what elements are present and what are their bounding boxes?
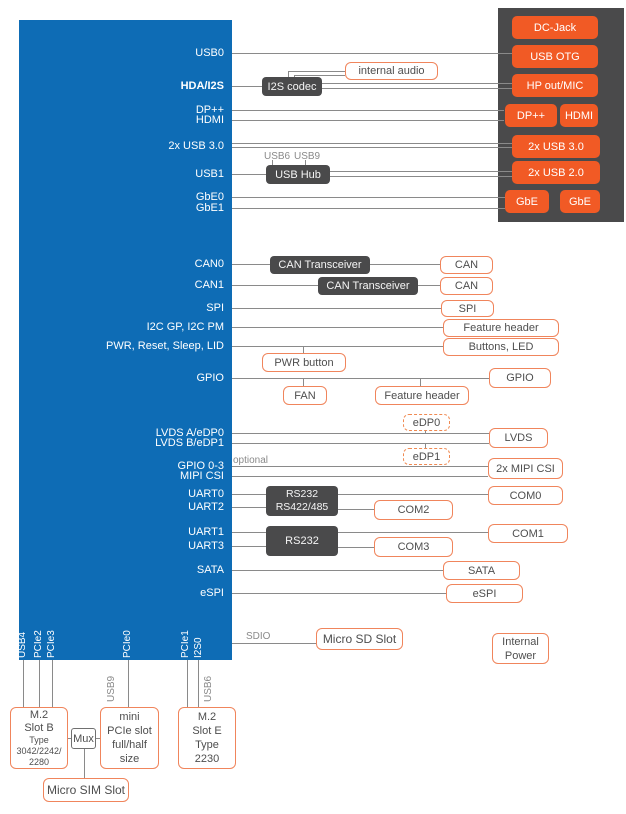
connector-line xyxy=(330,171,512,172)
minipcie-line3: full/half xyxy=(112,739,147,751)
connector-line xyxy=(232,346,443,347)
edp0-box: eDP0 xyxy=(403,414,450,431)
usb6-hub-label: USB6 xyxy=(264,151,291,162)
connector-line xyxy=(232,327,443,328)
micro-sim-slot-box: Micro SIM Slot xyxy=(43,778,129,802)
sata-box: SATA xyxy=(443,561,520,580)
feature-header-mid-box: Feature header xyxy=(375,386,469,405)
pwr-button-box: PWR button xyxy=(262,353,346,372)
internal-power-line2: Power xyxy=(504,649,537,662)
connector-line xyxy=(84,749,85,778)
port-label-mipi: MIPI CSI xyxy=(179,470,224,482)
port-label-gpio: GPIO xyxy=(196,372,224,384)
connector-line xyxy=(232,208,505,209)
minipcie-line1: mini xyxy=(119,711,140,723)
micro-sd-slot-box: Micro SD Slot xyxy=(316,628,403,650)
connector-line xyxy=(330,176,512,177)
connector-line xyxy=(232,308,441,309)
fan-box: FAN xyxy=(283,386,327,405)
connector-line xyxy=(303,378,304,386)
connector-line xyxy=(128,660,129,707)
connector-line xyxy=(39,660,40,707)
com3-box: COM3 xyxy=(374,537,453,557)
port-label-gbe0: GbE0 xyxy=(195,191,224,203)
port-label-pcie2: PCIe2 xyxy=(33,630,44,658)
usb6-bottom-label: USB6 xyxy=(203,675,214,702)
connector-line xyxy=(232,570,443,571)
port-label-dp: DP++ xyxy=(195,104,224,116)
can-transceiver-b: CAN Transceiver xyxy=(318,277,418,295)
rs422-label: RS422/485 xyxy=(275,501,329,513)
connector-line xyxy=(232,174,266,175)
port-label-usb3: 2x USB 3.0 xyxy=(168,140,224,152)
m2e-line1: M.2 xyxy=(197,711,217,723)
m2-slot-b-box xyxy=(10,707,68,769)
port-label-pcie0: PCIe0 xyxy=(122,630,133,658)
rs232-rs422-block xyxy=(266,486,338,516)
m2e-line4: 2230 xyxy=(194,753,220,765)
connector-line xyxy=(232,53,512,54)
io-hp-mic: HP out/MIC xyxy=(512,74,598,97)
port-label-usb1: USB1 xyxy=(195,168,224,180)
internal-power-box xyxy=(492,633,549,664)
m2b-line1: M.2 xyxy=(29,708,49,721)
port-label-espi: eSPI xyxy=(200,587,224,599)
port-label-pwr: PWR, Reset, Sleep, LID xyxy=(106,340,224,352)
m2e-line3: Type xyxy=(195,739,219,751)
can-a-box: CAN xyxy=(440,256,493,274)
connector-line xyxy=(420,378,421,386)
usb9-bottom-label: USB9 xyxy=(106,675,117,702)
espi-box: eSPI xyxy=(446,584,523,603)
connector-line xyxy=(52,660,53,707)
io-dp: DP++ xyxy=(505,104,557,127)
port-label-uart0: UART0 xyxy=(188,488,224,500)
optional-label: optional xyxy=(233,455,269,466)
spi-box: SPI xyxy=(441,300,494,317)
mux-box: Mux xyxy=(71,728,96,749)
connector-line xyxy=(232,264,270,265)
io-usb20: 2x USB 2.0 xyxy=(512,161,600,184)
internal-audio-box: internal audio xyxy=(345,62,438,80)
port-label-gpio03: GPIO 0-3 xyxy=(177,460,224,472)
port-label-pcie1: PCIe1 xyxy=(180,630,191,658)
connector-line xyxy=(198,660,199,707)
connector-line xyxy=(232,143,512,144)
port-label-can1: CAN1 xyxy=(194,279,224,291)
port-label-lvds-a: LVDS A/eDP0 xyxy=(155,427,224,439)
connector-line xyxy=(321,88,512,89)
port-label-sata: SATA xyxy=(196,564,224,576)
connector-line xyxy=(232,476,488,477)
minipcie-line4: size xyxy=(119,753,140,765)
io-dc-jack: DC-Jack xyxy=(512,16,598,39)
port-label-uart1: UART1 xyxy=(188,526,224,538)
port-label-spi: SPI xyxy=(206,302,224,314)
m2e-line2: Slot E xyxy=(192,725,222,737)
port-label-usb0: USB0 xyxy=(195,47,224,59)
connector-line xyxy=(232,197,505,198)
i2s-codec-block: I2S codec xyxy=(262,77,322,96)
io-gbe-2: GbE xyxy=(560,190,600,213)
connector-line xyxy=(232,110,504,111)
gpio-box: GPIO xyxy=(489,368,551,388)
buttons-led-box: Buttons, LED xyxy=(443,338,559,356)
connector-line xyxy=(232,285,318,286)
com2-box: COM2 xyxy=(374,500,453,520)
connector-line xyxy=(232,443,489,444)
connector-line xyxy=(232,466,488,467)
connector-line xyxy=(338,547,374,548)
port-label-gbe1: GbE1 xyxy=(195,202,224,214)
connector-line xyxy=(232,494,266,495)
connector-line xyxy=(321,83,512,84)
connector-line xyxy=(338,509,374,510)
minipcie-line2: PCIe slot xyxy=(107,725,152,737)
sdio-label: SDIO xyxy=(246,631,271,642)
connector-line xyxy=(288,71,345,72)
connector-line xyxy=(232,433,489,434)
connector-line xyxy=(338,532,488,533)
m2-slot-e-box xyxy=(178,707,236,769)
connector-line xyxy=(294,75,345,76)
rs232-label: RS232 xyxy=(285,488,319,500)
connector-line xyxy=(232,507,266,508)
connector-line xyxy=(232,147,512,148)
rs232-block: RS232 xyxy=(266,526,338,556)
io-hdmi: HDMI xyxy=(560,104,598,127)
io-usb-otg: USB OTG xyxy=(512,45,598,68)
io-usb30: 2x USB 3.0 xyxy=(512,135,600,158)
can-transceiver-a: CAN Transceiver xyxy=(270,256,370,274)
m2b-line5: 2280 xyxy=(28,756,50,767)
port-label-hdmi: HDMI xyxy=(195,114,224,126)
connector-line xyxy=(303,346,304,353)
port-label-pcie3: PCIe3 xyxy=(46,630,57,658)
port-label-uart2: UART2 xyxy=(188,501,224,513)
com1-box: COM1 xyxy=(488,524,568,543)
mipi-csi-box: 2x MIPI CSI xyxy=(488,458,563,479)
port-label-i2c: I2C GP, I2C PM xyxy=(146,321,224,333)
port-label-i2s0: I2S0 xyxy=(193,637,204,658)
can-b-box: CAN xyxy=(440,277,493,295)
connector-line xyxy=(232,532,266,533)
internal-power-line1: Internal xyxy=(502,635,539,648)
connector-line xyxy=(232,593,446,594)
connector-line xyxy=(232,86,262,87)
connector-line xyxy=(232,120,504,121)
connector-line xyxy=(338,494,488,495)
edp1-box: eDP1 xyxy=(403,448,450,465)
feature-header-box: Feature header xyxy=(443,319,559,337)
m2b-line3: Type xyxy=(29,734,49,745)
connector-line xyxy=(232,643,316,644)
port-label-uart3: UART3 xyxy=(188,540,224,552)
io-gbe-1: GbE xyxy=(505,190,549,213)
m2b-line4: 3042/2242/ xyxy=(16,745,62,756)
port-label-hda-i2s: HDA/I2S xyxy=(180,80,224,92)
port-label-usb4: USB4 xyxy=(17,631,28,658)
connector-line xyxy=(417,285,440,286)
usb9-hub-label: USB9 xyxy=(294,151,321,162)
com0-box: COM0 xyxy=(488,486,563,505)
connector-line xyxy=(187,660,188,707)
mini-pcie-slot-box xyxy=(100,707,159,769)
connector-line xyxy=(232,546,266,547)
connector-line xyxy=(232,378,489,379)
m2b-line2: Slot B xyxy=(24,721,54,734)
connector-line xyxy=(369,264,440,265)
connector-line xyxy=(23,660,24,707)
lvds-box: LVDS xyxy=(489,428,548,448)
usb-hub-block: USB Hub xyxy=(266,165,330,184)
port-label-can0: CAN0 xyxy=(194,258,224,270)
port-label-lvds-b: LVDS B/eDP1 xyxy=(155,437,224,449)
